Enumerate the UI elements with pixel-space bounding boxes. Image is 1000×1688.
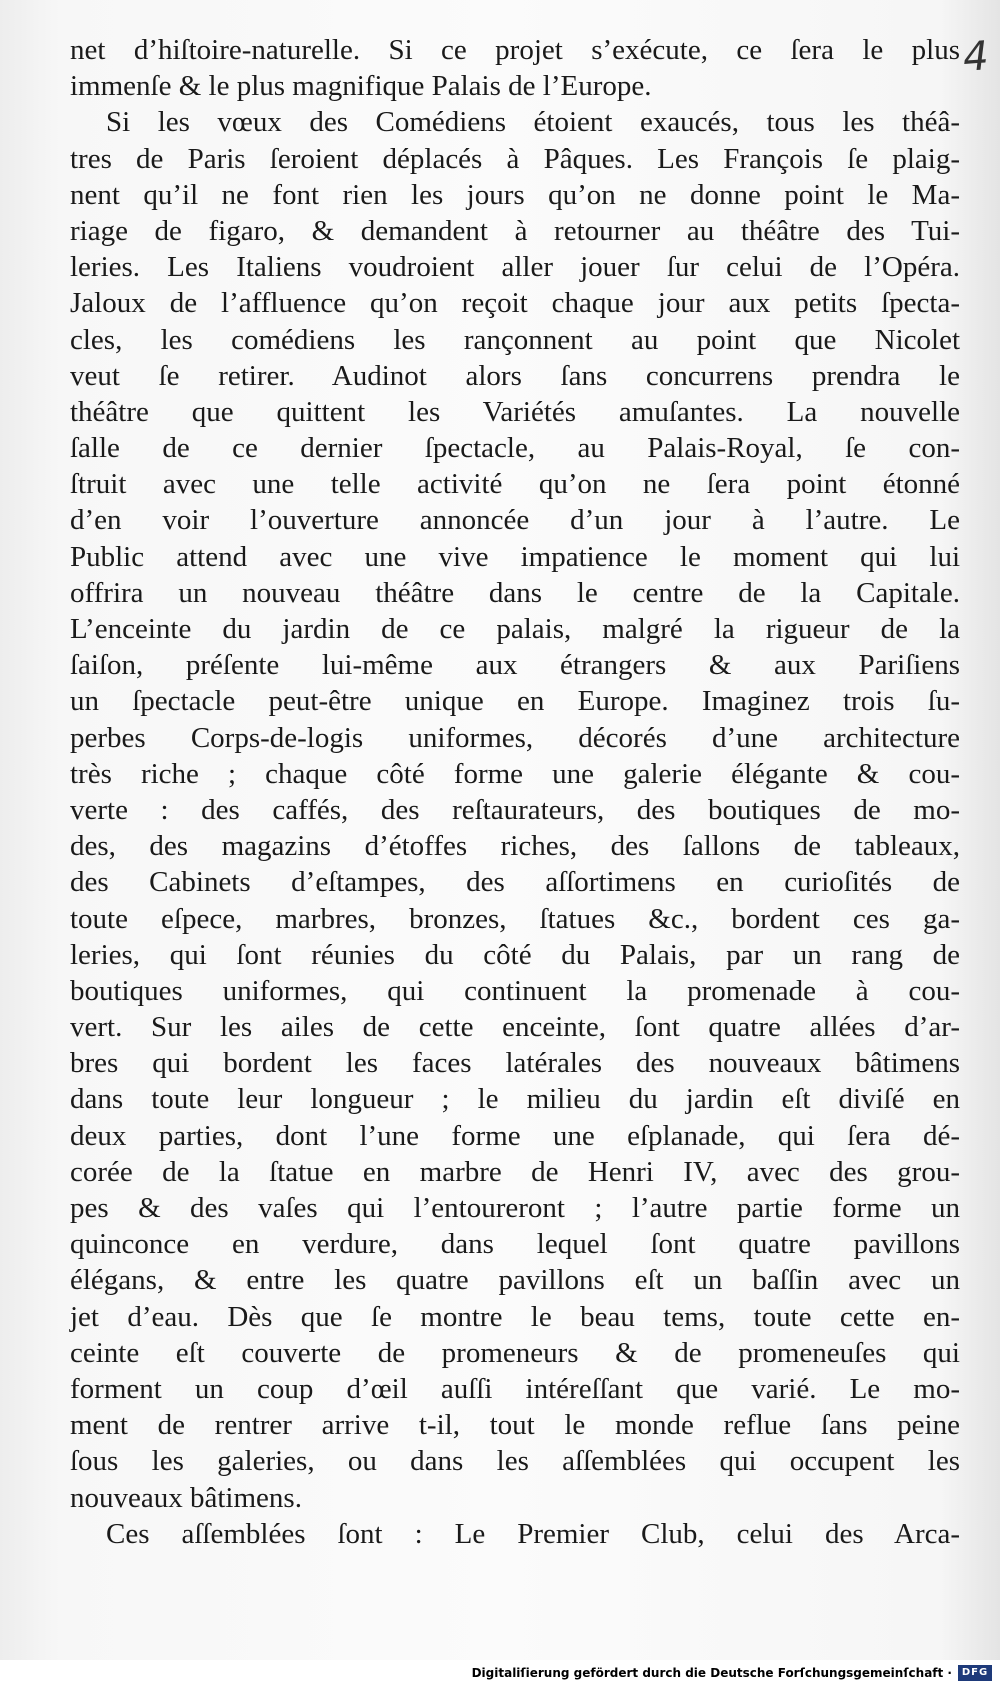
body-text [70, 32, 960, 1552]
text-line: Si les vœux des Comédiens étoient exaucés, tous les théâ- [106, 106, 960, 139]
text-line: pes & des vaſes qui l’entoureront ; l’autre partie forme un [70, 1192, 960, 1224]
text-line: toute eſpece, marbres, bronzes, ſtatues &c., bordent ces ga- [70, 902, 960, 935]
text-line: dans toute leur longueur ; le milieu du jardin eſt diviſé en [70, 1083, 960, 1116]
text-line: nouveaux bâtimens. [70, 1481, 302, 1514]
text-line: net d’hiſtoire-naturelle. Si ce projet s’exécute, ce ſera le plus [70, 34, 960, 66]
text-line: L’enceinte du jardin de ce palais, malgré la rigueur de la [70, 613, 960, 645]
text-line: deux parties, dont l’une forme une eſplanade, qui ſera dé- [70, 1119, 960, 1152]
text-line: leries, qui ſont réunies du côté du Palais, par un rang de [70, 938, 960, 971]
text-line: Public attend avec une vive impatience le moment qui lui [70, 540, 960, 573]
text-line: d’en voir l’ouverture annoncée d’un jour à l’autre. Le [70, 504, 960, 537]
dfg-logo: DFG [958, 1665, 992, 1681]
text-line: quinconce en verdure, dans lequel ſont quatre pavillons [70, 1228, 960, 1261]
text-line: offrira un nouveau théâtre dans le centre de la Capitale. [70, 576, 960, 609]
text-line: ſalle de ce dernier ſpectacle, au Palais-Royal, ſe con- [70, 432, 960, 465]
text-line: ſtruit avec une telle activité qu’on ne ſera point étonné [70, 468, 960, 501]
text-line: un ſpectacle peut-être unique en Europe. Imaginez trois ſu- [70, 685, 960, 718]
text-line: très riche ; chaque côté forme une galerie élégante & cou- [70, 757, 960, 790]
text-line: cles, les comédiens les rançonnent au point que Nicolet [70, 323, 960, 356]
text-line: riage de figaro, & demandent à retourner au théâtre des Tui- [70, 214, 960, 247]
text-line: tres de Paris ſeroient déplacés à Pâques. Les François ſe plaig- [70, 142, 960, 175]
text-line: nent qu’il ne font rien les jours qu’on ne donne point le Ma- [70, 178, 960, 211]
text-line: corée de la ſtatue en marbre de Henri IV, avec des grou- [70, 1155, 960, 1188]
text-line: perbes Corps-de-logis uniformes, décorés d’une architecture [70, 721, 960, 754]
text-line: veut ſe retirer. Audinot alors ſans concurrens prendra le [70, 359, 960, 392]
funding-credit: Digitaliſierung gefördert durch die Deutsche Forſchungsgemeinſchaft · [471, 1666, 952, 1680]
text-line: ceinte eſt couverte de promeneurs & de promeneuſes qui [70, 1336, 960, 1369]
footer-bar [0, 1660, 1000, 1688]
text-line: des Cabinets d’eſtampes, des aſſortimens en curioſités de [70, 866, 960, 899]
text-line: boutiques uniformes, qui continuent la promenade à cou- [70, 974, 960, 1007]
page-number: 4 [960, 33, 990, 81]
text-line: ment de rentrer arrive t-il, tout le monde reflue ſans peine [70, 1409, 960, 1442]
text-line: jet d’eau. Dès que ſe montre le beau tems, toute cette en- [70, 1300, 960, 1333]
text-line: ſaiſon, préſente lui-même aux étrangers & aux Pariſiens [70, 649, 960, 682]
text-line: immenſe & le plus magnifique Palais de l’Europe. [70, 70, 652, 103]
text-line: vert. Sur les ailes de cette enceinte, ſont quatre allées d’ar- [70, 1011, 960, 1044]
text-line: élégans, & entre les quatre pavillons eſt un baſſin avec un [70, 1264, 960, 1297]
text-line: leries. Les Italiens voudroient aller jouer ſur celui de l’Opéra. [70, 251, 960, 284]
text-line: Jaloux de l’affluence qu’on reçoit chaque jour aux petits ſpecta- [70, 287, 960, 320]
text-line: Ces aſſemblées ſont : Le Premier Club, celui des Arca- [106, 1517, 960, 1550]
text-line: verte : des caffés, des reſtaurateurs, des boutiques de mo- [70, 793, 960, 826]
text-line: ſous les galeries, ou dans les aſſemblées qui occupent les [70, 1445, 960, 1478]
text-line: des, des magazins d’étoffes riches, des ſallons de tableaux, [70, 830, 960, 863]
text-line: théâtre que quittent les Variétés amuſantes. La nouvelle [70, 395, 960, 428]
text-line: bres qui bordent les faces latérales des nouveaux bâtimens [70, 1047, 960, 1080]
text-line: forment un coup d’œil auſſi intéreſſant que varié. Le mo- [70, 1372, 960, 1405]
